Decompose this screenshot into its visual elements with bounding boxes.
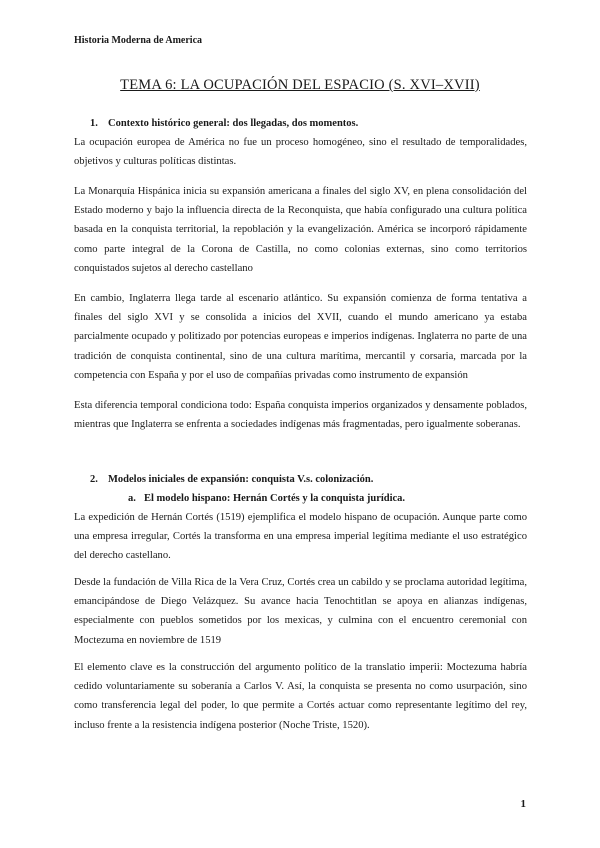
subsection-title: El modelo hispano: Hernán Cortés y la conquista jurídica. <box>144 493 406 504</box>
section-number: 1. <box>90 118 98 129</box>
section-title: Modelos iniciales de expansión: conquista V.s. colonización. <box>108 474 374 485</box>
paragraph: La expedición de Hernán Cortés (1519) ejemplifica el modelo hispano de ocupación. Aunque parte como una empresa irregular, Cortés la transforma en una empresa imperial legítima mediante el uso estratégico del derecho castellano. <box>74 512 527 562</box>
paragraph: La Monarquía Hispánica inicia su expansión americana a finales del siglo XV, en plena consolidación del Estado moderno y bajo la influencia directa de la Reconquista, que había configurado una cultura política basada en la conquista territorial, la repoblación y la evangelización. América se incorporó rápidamente como parte integral de la Corona de Castilla, no como colonias externas, sino como territorios conquistados sujetos al derecho castellano <box>74 186 527 274</box>
section-1-heading <box>90 118 358 129</box>
paragraph: Desde la fundación de Villa Rica de la Vera Cruz, Cortés crea un cabildo y se proclama autoridad legítima, emancipándose de Diego Velázquez. Su avance hacia Tenochtitlan se apoya en alianzas indígenas, especialmente con pueblos sometidos por los mexicas, y culmina con el encuentro ceremonial con Moctezuma en noviembre de 1519 <box>74 577 527 646</box>
page-title: TEMA 6: LA OCUPACIÓN DEL ESPACIO (S. XVI–XVII) <box>120 77 480 93</box>
subsection-a-heading <box>128 493 405 504</box>
paragraph: En cambio, Inglaterra llega tarde al escenario atlántico. Su expansión comienza de forma tentativa a finales del siglo XVI y se consolida a inicios del XVII, cuando el mundo americano ya estaba parcialmente ocupado y politizado por potencias europeas e imperios indígenas. Inglaterra no parte de una tradición de conquista continental, sino de una cultura marítima, mercantil y corsaria, marcada por la competencia con España y por el uso de compañías privadas como instrumento de expansión <box>74 293 527 381</box>
section-number: 2. <box>90 474 98 485</box>
paragraph: La ocupación europea de América no fue un proceso homogéneo, sino el resultado de temporalidades, objetivos y culturas políticas distintas. <box>74 137 527 168</box>
page-number: 1 <box>520 798 526 810</box>
subsection-number: a. <box>128 493 136 504</box>
paragraph: Esta diferencia temporal condiciona todo: España conquista imperios organizados y densamente poblados, mientras que Inglaterra se enfrenta a sociedades indígenas más fragmentadas, pero igualmente soberanas. <box>74 400 527 431</box>
section-2-heading <box>90 474 373 485</box>
section-title: Contexto histórico general: dos llegadas, dos momentos. <box>108 118 359 129</box>
paragraph: El elemento clave es la construcción del argumento político de la translatio imperii: Moctezuma habría cedido voluntariamente su soberanía a Carlos V. Así, la conquista se presenta no como usurpación, sino como transferencia legal del poder, lo que permite a Cortés actuar como representante legítimo del rey, incluso frente a la resistencia indígena posterior (Noche Triste, 1520). <box>74 662 527 731</box>
running-header: Historia Moderna de America <box>74 35 203 46</box>
